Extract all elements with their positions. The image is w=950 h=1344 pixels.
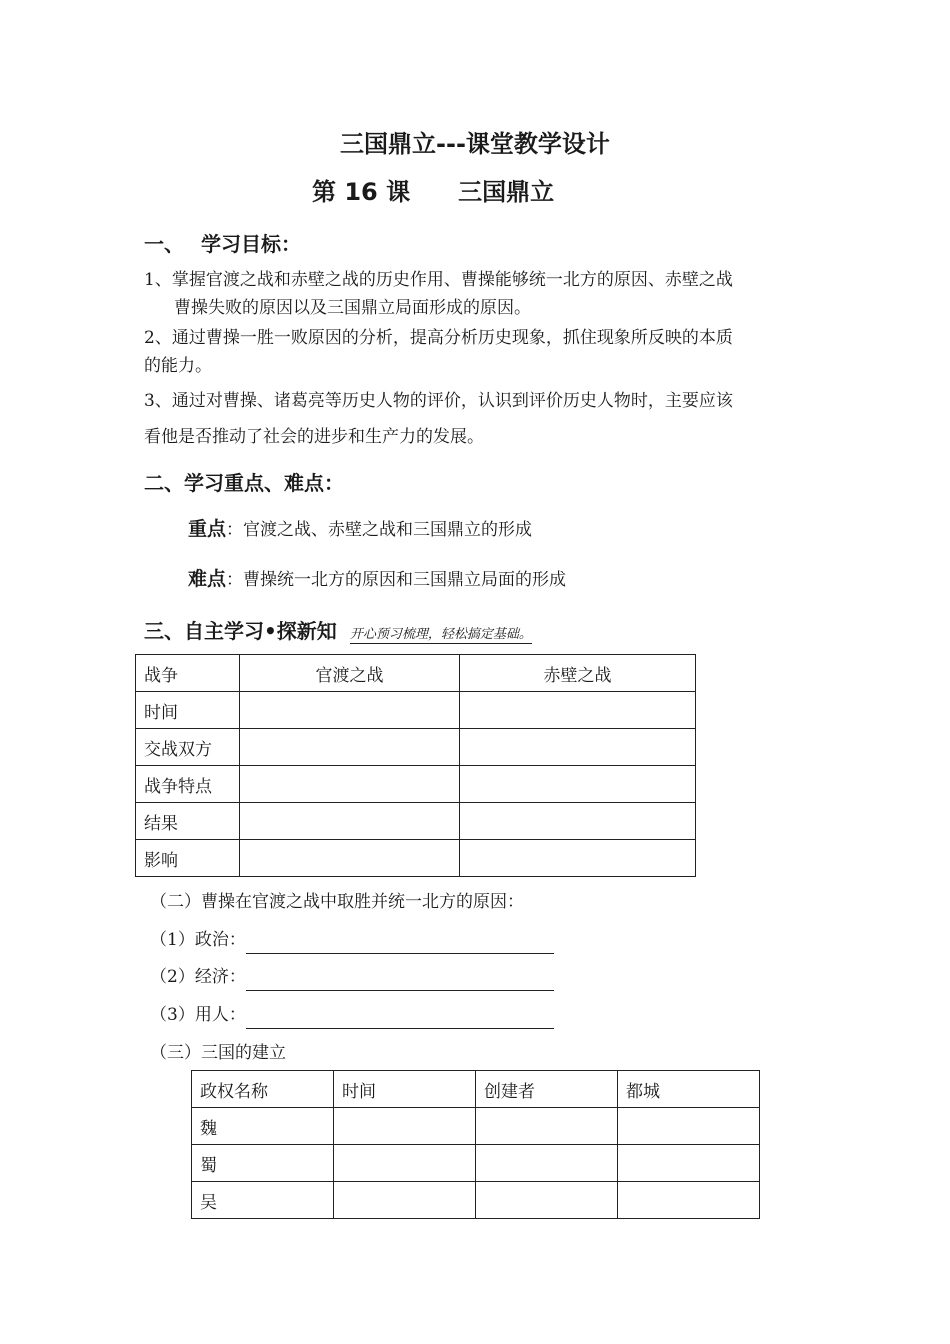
difficult-point-label: 难点 [188, 568, 227, 590]
objective-2-line2: 的能力。 [144, 356, 212, 376]
table-row [136, 803, 696, 840]
table-row [192, 1108, 760, 1145]
table-header-row [136, 655, 696, 692]
reason-political [150, 926, 554, 954]
blank-cell[interactable] [618, 1182, 760, 1219]
blank-cell[interactable] [334, 1108, 476, 1145]
table-row [136, 692, 696, 729]
answer-blank[interactable] [246, 933, 554, 954]
lesson-heading [312, 172, 554, 207]
blank-cell[interactable] [240, 840, 460, 877]
objective-1-line2: 曹操失败的原因以及三国鼎立局面形成的原因。 [174, 298, 531, 318]
row-label: 时间 [136, 692, 240, 729]
row-label: 交战双方 [136, 729, 240, 766]
blank-cell[interactable] [460, 840, 696, 877]
section1-heading: 一、 学习目标： [144, 232, 301, 256]
table-header-cell: 都城 [618, 1071, 760, 1108]
objective-1-line1: 1、掌握官渡之战和赤壁之战的历史作用、曹操能够统一北方的原因、赤壁之战 [144, 270, 733, 290]
row-label: 魏 [192, 1108, 334, 1145]
row-label: 影响 [136, 840, 240, 877]
objective-3-line1: 3、通过对曹操、诸葛亮等历史人物的评价，认识到评价历史人物时，主要应该 [144, 391, 733, 411]
table-header-cell: 政权名称 [192, 1071, 334, 1108]
answer-blank[interactable] [246, 970, 554, 991]
lesson-number: 第 16 课 [312, 178, 411, 206]
section3-heading-row [144, 615, 532, 644]
row-label: 吴 [192, 1182, 334, 1219]
row-label: 蜀 [192, 1145, 334, 1182]
blank-cell[interactable] [240, 729, 460, 766]
row-label: 结果 [136, 803, 240, 840]
table-header-cell: 赤壁之战 [460, 655, 696, 692]
handwritten-note: 开心预习梳理，轻松搞定基础。 [349, 627, 532, 642]
section2-heading: 二、学习重点、难点： [144, 471, 344, 495]
blank-cell[interactable] [618, 1108, 760, 1145]
objective-3 [144, 383, 733, 455]
blank-cell[interactable] [460, 803, 696, 840]
answer-blank[interactable] [246, 1008, 554, 1029]
blank-cell[interactable] [618, 1145, 760, 1182]
difficult-point [188, 565, 566, 594]
blank-cell[interactable] [460, 729, 696, 766]
table-row [192, 1182, 760, 1219]
table-row [136, 729, 696, 766]
reason-personnel [150, 1001, 554, 1029]
table-header-cell: 时间 [334, 1071, 476, 1108]
blank-cell[interactable] [460, 766, 696, 803]
table-row [136, 840, 696, 877]
objective-1 [144, 266, 733, 322]
key-point-label: 重点 [188, 518, 227, 540]
objective-2-line1: 2、通过曹操一胜一败原因的分析，提高分析历史现象，抓住现象所反映的本质 [144, 328, 733, 348]
difficult-point-text: ：曹操统一北方的原因和三国鼎立局面的形成 [226, 570, 567, 590]
objective-3-line2: 看他是否推动了社会的进步和生产力的发展。 [144, 427, 484, 447]
blank-cell[interactable] [460, 692, 696, 729]
table-header-cell: 创建者 [476, 1071, 618, 1108]
lesson-name: 三国鼎立 [458, 178, 555, 206]
subsection3-title: （三）三国的建立 [150, 1043, 286, 1063]
reason-label: （2）经济： [150, 967, 246, 987]
page-title: 三国鼎立---课堂教学设计 [340, 130, 610, 158]
war-comparison-table [135, 654, 696, 877]
table-header-cell: 官渡之战 [240, 655, 460, 692]
table-header-row [192, 1071, 760, 1108]
reason-label: （1）政治： [150, 930, 246, 950]
blank-cell[interactable] [476, 1145, 618, 1182]
kingdoms-table [191, 1070, 760, 1219]
key-point-text: ：官渡之战、赤壁之战和三国鼎立的形成 [226, 520, 533, 540]
blank-cell[interactable] [240, 766, 460, 803]
subsection2-title: （二）曹操在官渡之战中取胜并统一北方的原因： [150, 892, 524, 912]
blank-cell[interactable] [334, 1182, 476, 1219]
table-row [136, 766, 696, 803]
key-point [188, 515, 532, 544]
table-row [192, 1145, 760, 1182]
blank-cell[interactable] [476, 1108, 618, 1145]
blank-cell[interactable] [240, 692, 460, 729]
table-header-cell: 战争 [136, 655, 240, 692]
section3-heading: 三、自主学习•探新知 [144, 619, 337, 643]
reason-label: （3）用人： [150, 1005, 246, 1025]
blank-cell[interactable] [476, 1182, 618, 1219]
reason-economic [150, 963, 554, 991]
row-label: 战争特点 [136, 766, 240, 803]
objective-2 [144, 324, 733, 380]
blank-cell[interactable] [240, 803, 460, 840]
blank-cell[interactable] [334, 1145, 476, 1182]
